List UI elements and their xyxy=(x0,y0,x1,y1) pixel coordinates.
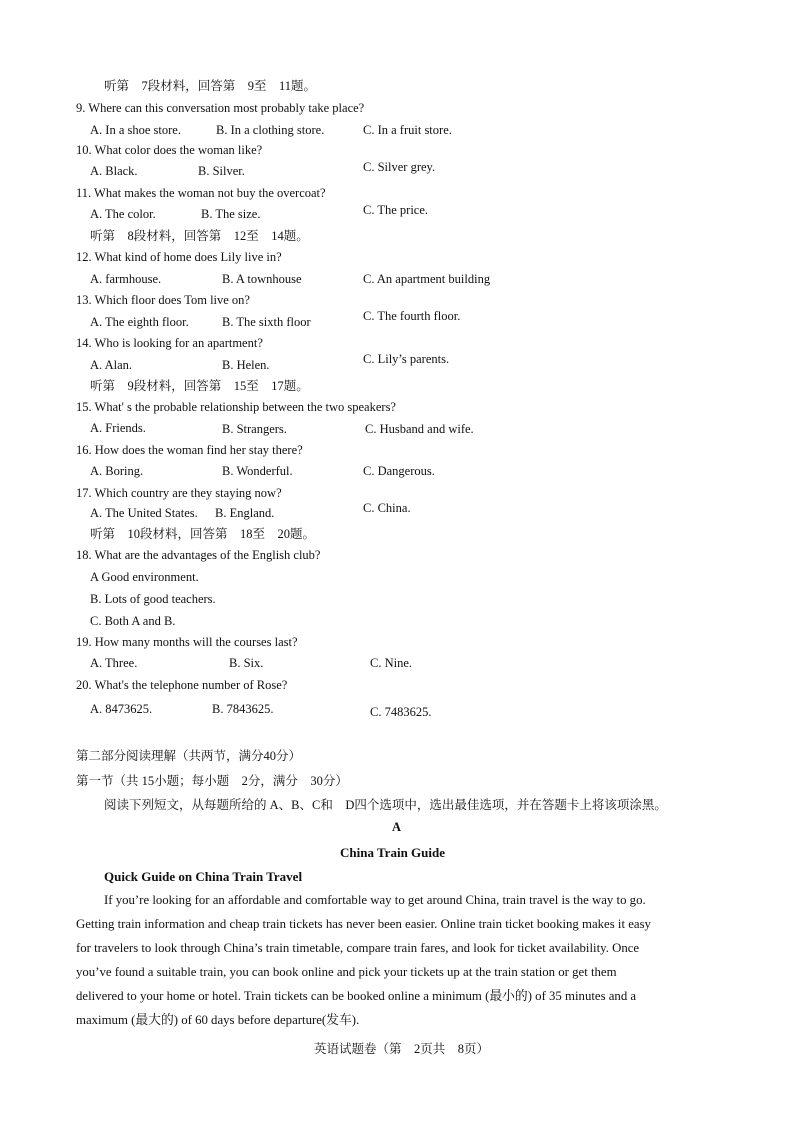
option-11a: A. The color. xyxy=(90,207,156,221)
question-13: 13. Which floor does Tom live on? xyxy=(76,293,250,307)
option-13a: A. The eighth floor. xyxy=(90,315,189,329)
option-13b: B. The sixth floor xyxy=(222,315,311,329)
option-9c: C. In a fruit store. xyxy=(363,123,452,137)
question-12: 12. What kind of home does Lily live in? xyxy=(76,250,282,264)
paragraph-line: If you’re looking for an affordable and comfortable way to get around China, train travel is the way to go. xyxy=(104,893,646,907)
option-16a: A. Boring. xyxy=(90,464,144,478)
option-10a: A. Black. xyxy=(90,164,138,178)
option-18b: B. Lots of good teachers. xyxy=(90,592,216,606)
option-16c: C. Dangerous. xyxy=(363,464,435,478)
option-14a: A. Alan. xyxy=(90,358,133,372)
option-19c: C. Nine. xyxy=(370,656,413,670)
passage-paragraph xyxy=(76,888,716,1032)
paragraph-line: delivered to your home or hotel. Train tickets can be booked online a minimum (最小的) of 35 minutes and a xyxy=(76,989,637,1003)
option-9b: B. In a clothing store. xyxy=(216,123,325,137)
question-11: 11. What makes the woman not buy the overcoat? xyxy=(76,186,326,200)
question-14: 14. Who is looking for an apartment? xyxy=(76,336,263,350)
part2-heading: 第二部分阅读理解（共两节，满分40分） xyxy=(76,749,302,763)
paragraph-line: maximum (最大的) of 60 days before departure(发车). xyxy=(76,1013,360,1027)
passage-letter: A xyxy=(392,820,402,834)
option-10b: B. Silver. xyxy=(198,164,245,178)
paragraph-line: for travelers to look through China’s train timetable, compare train fares, and look for ticket availability. Once xyxy=(76,941,640,955)
option-15c: C. Husband and wife. xyxy=(365,422,474,436)
passage-subtitle: Quick Guide on China Train Travel xyxy=(104,869,303,884)
option-18c: C. Both A and B. xyxy=(90,614,176,628)
section-header-9: 听第 9段材料，回答第 15至 17题。 xyxy=(90,379,309,393)
option-10c: C. Silver grey. xyxy=(363,160,436,174)
option-13c: C. The fourth floor. xyxy=(363,309,461,323)
option-16b: B. Wonderful. xyxy=(222,464,293,478)
question-18: 18. What are the advantages of the English club? xyxy=(76,548,321,562)
question-10: 10. What color does the woman like? xyxy=(76,143,263,157)
section-header-10: 听第 10段材料，回答第 18至 20题。 xyxy=(90,527,316,541)
option-9a: A. In a shoe store. xyxy=(90,123,181,137)
part2-instruction: 阅读下列短文，从每题所给的 A、B、C和 D四个选项中，选出最佳选项，并在答题卡上将该项涂黑。 xyxy=(104,798,667,812)
option-20b: B. 7843625. xyxy=(212,702,274,716)
question-16: 16. How does the woman find her stay there? xyxy=(76,443,303,457)
question-17: 17. Which country are they staying now? xyxy=(76,486,282,500)
passage-title: China Train Guide xyxy=(340,845,445,860)
option-18a: A Good environment. xyxy=(90,570,199,584)
option-20a: A. 8473625. xyxy=(90,702,153,716)
option-12c: C. An apartment building xyxy=(363,272,491,286)
option-11c: C. The price. xyxy=(363,203,429,217)
option-17b: B. England. xyxy=(215,506,275,520)
option-19b: B. Six. xyxy=(229,656,264,670)
option-17a: A. The United States. xyxy=(90,506,198,520)
section-header-7: 听第 7段材料，回答第 9至 11题。 xyxy=(104,79,317,93)
section-header-8: 听第 8段材料，回答第 12至 14题。 xyxy=(90,229,309,243)
page-footer: 英语试题卷（第 2页共 8页） xyxy=(314,1042,490,1056)
paragraph-line: Getting train information and cheap train tickets has never been easier. Online train ticket booking makes it easy xyxy=(76,917,651,931)
paragraph-line: you’ve found a suitable train, you can book online and pick your tickets up at the train station or get them xyxy=(76,965,617,979)
option-12a: A. farmhouse. xyxy=(90,272,162,286)
question-9: 9. Where can this conversation most probably take place? xyxy=(76,101,365,115)
part2-section1: 第一节（共 15小题；每小题 2分，满分 30分） xyxy=(76,774,348,788)
option-20c: C. 7483625. xyxy=(370,705,432,719)
option-14c: C. Lily’s parents. xyxy=(363,352,450,366)
option-15b: B. Strangers. xyxy=(222,422,287,436)
question-15: 15. What' s the probable relationship between the two speakers? xyxy=(76,400,396,414)
question-19: 19. How many months will the courses last? xyxy=(76,635,298,649)
option-15a: A. Friends. xyxy=(90,421,146,435)
option-17c: C. China. xyxy=(363,501,411,515)
question-20: 20. What's the telephone number of Rose? xyxy=(76,678,288,692)
option-12b: B. A townhouse xyxy=(222,272,302,286)
option-11b: B. The size. xyxy=(201,207,261,221)
option-14b: B. Helen. xyxy=(222,358,270,372)
option-19a: A. Three. xyxy=(90,656,138,670)
